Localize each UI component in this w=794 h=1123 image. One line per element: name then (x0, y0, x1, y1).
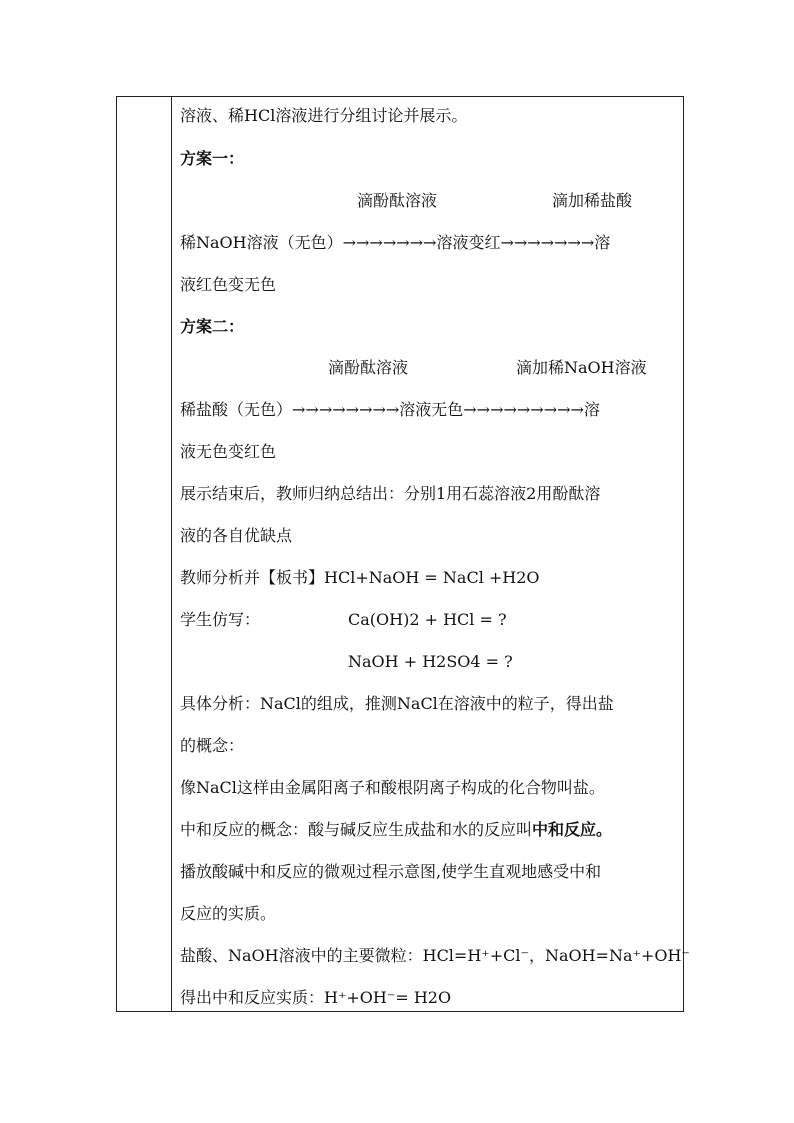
summary-line-1: 展示结束后，教师归纳总结出：分别1用石蕊溶液2用酚酞溶 (180, 484, 601, 503)
plan-one-result: 液红色变无色 (180, 275, 277, 294)
essence-line: 得出中和反应实质：H⁺+OH⁻= H2O (180, 988, 452, 1007)
student-imitation-label: 学生仿写： (180, 610, 261, 629)
plan-two-process: 稀盐酸（无色）→→→→→→→→溶液无色→→→→→→→→→溶 (180, 400, 600, 419)
imitation-equation-1: Ca(OH)2 + HCl = ? (348, 610, 507, 629)
analysis-line-2: 的概念： (180, 736, 245, 755)
imitation-equation-2: NaOH + H2SO4 = ? (348, 652, 513, 671)
analysis-line-1: 具体分析：NaCl的组成，推测NaCl在溶液中的粒子，得出盐 (180, 694, 614, 713)
plan-one-step1-label: 滴酚酞溶液 (357, 191, 438, 210)
plan-two-step1-label: 滴酚酞溶液 (328, 358, 409, 377)
animation-line-2: 反应的实质。 (180, 904, 277, 923)
plan-one-heading: 方案一： (180, 149, 245, 168)
animation-line-1: 播放酸碱中和反应的微观过程示意图,使学生直观地感受中和 (180, 862, 602, 881)
neutralization-definition (180, 820, 612, 840)
plan-two-heading: 方案二： (180, 317, 245, 336)
plan-one-step2-label: 滴加稀盐酸 (552, 191, 633, 210)
text-line-1: 溶液、稀HCl溶液进行分组讨论并展示。 (180, 106, 468, 125)
table-column-divider (171, 96, 172, 1012)
plan-one-process: 稀NaOH溶液（无色）→→→→→→→溶液变红→→→→→→→溶 (180, 233, 611, 252)
neutralization-term: 中和反应。 (532, 820, 613, 839)
board-writing-equation: 教师分析并【板书】HCl+NaOH = NaCl +H2O (180, 568, 540, 587)
particles-line: 盐酸、NaOH溶液中的主要微粒：HCl=H⁺+Cl⁻，NaOH=Na⁺+OH⁻ (180, 946, 690, 965)
plan-two-result: 液无色变红色 (180, 442, 277, 461)
summary-line-2: 液的各自优缺点 (180, 526, 293, 545)
salt-definition: 像NaCl这样由金属阳离子和酸根阴离子构成的化合物叫盐。 (180, 778, 605, 797)
neutralization-definition-text: 中和反应的概念：酸与碱反应生成盐和水的反应叫 (180, 820, 533, 839)
plan-two-step2-label: 滴加稀NaOH溶液 (516, 358, 647, 377)
